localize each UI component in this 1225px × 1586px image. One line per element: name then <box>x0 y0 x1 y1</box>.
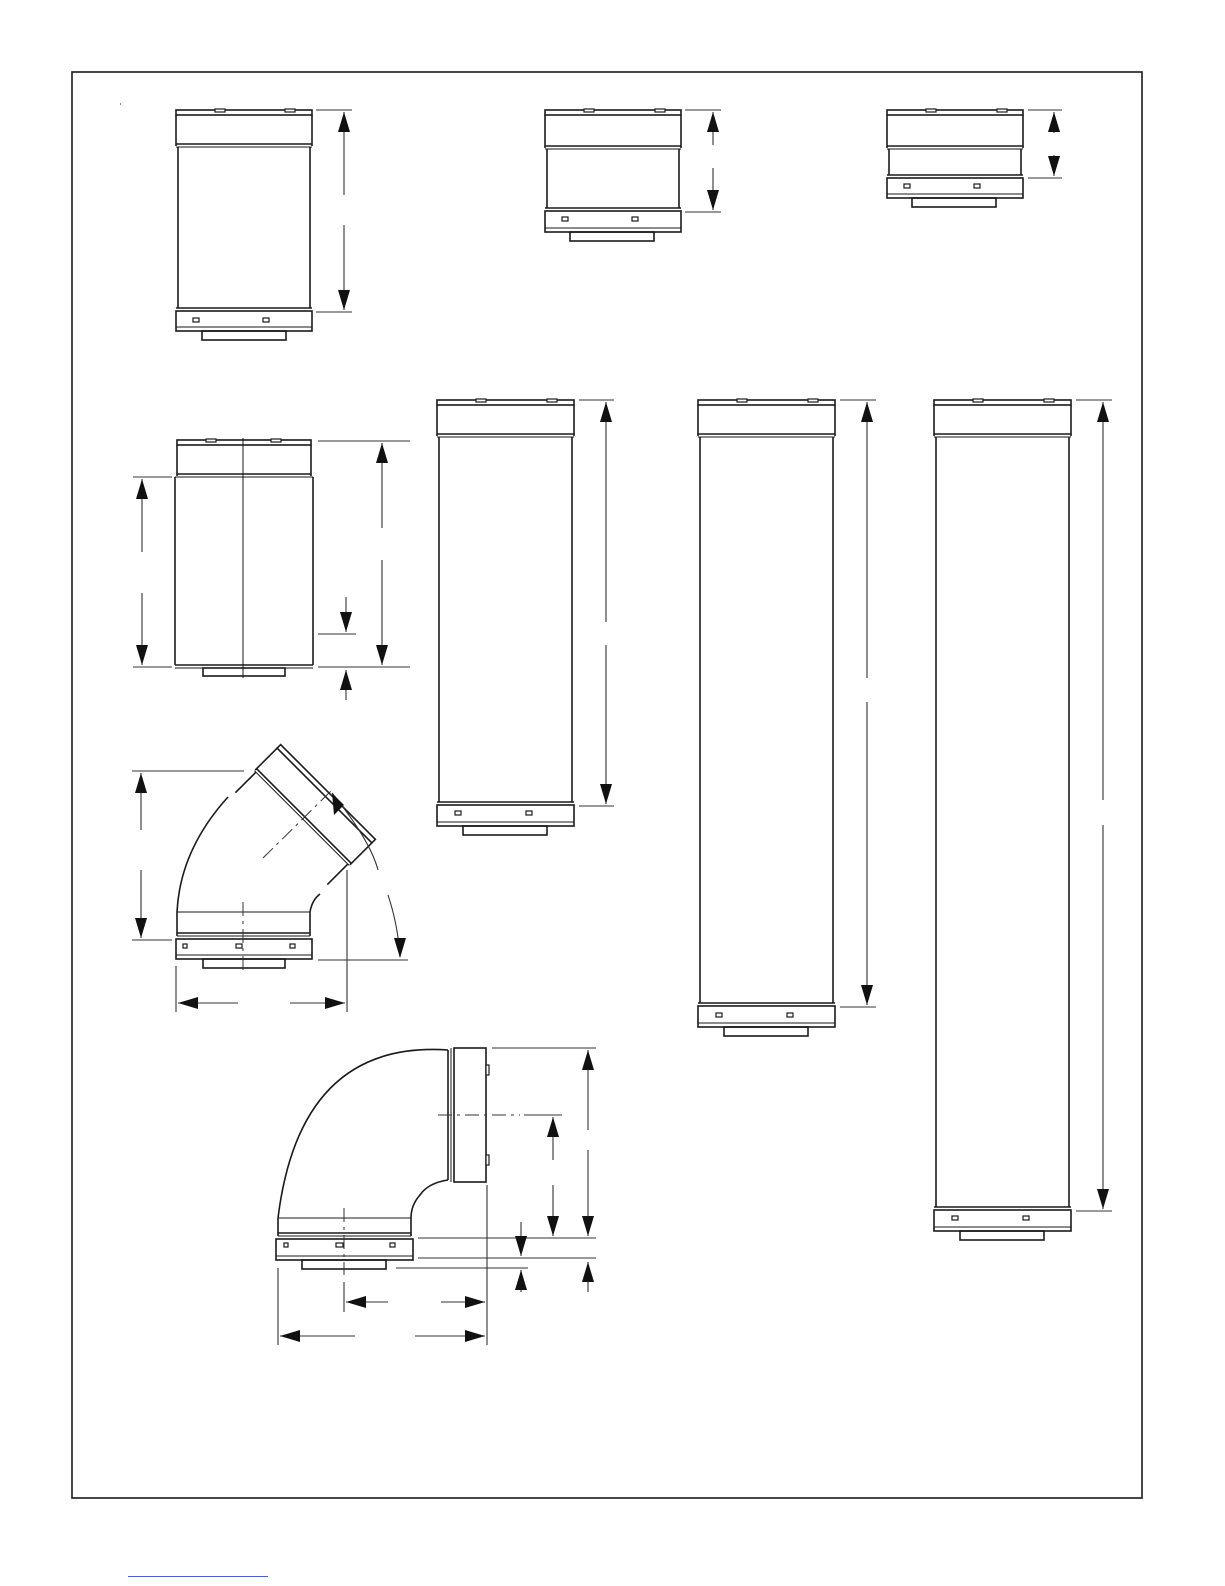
elbow-90 <box>276 1048 520 1275</box>
dimension-straight-pipe-long <box>579 400 614 806</box>
dimension-straight-pipe-longer <box>840 400 876 1007</box>
straight-pipe-longer <box>698 399 835 1036</box>
straight-pipe-medium <box>176 109 312 340</box>
straight-pipe-long <box>437 399 574 835</box>
adjustable-pipe <box>175 438 313 678</box>
straight-pipe-longest <box>934 399 1071 1240</box>
dimension-straight-pipe-medium <box>316 110 352 312</box>
dimension-straight-pipe-longest <box>1076 400 1112 1211</box>
dimension-elbow-45 <box>132 771 408 1012</box>
elbow-45 <box>176 745 375 972</box>
straight-pipe-short <box>545 109 681 241</box>
straight-pipe-shortest <box>887 109 1023 207</box>
dimension-straight-pipe-shortest <box>1028 110 1062 178</box>
dimension-straight-pipe-short <box>685 110 721 212</box>
